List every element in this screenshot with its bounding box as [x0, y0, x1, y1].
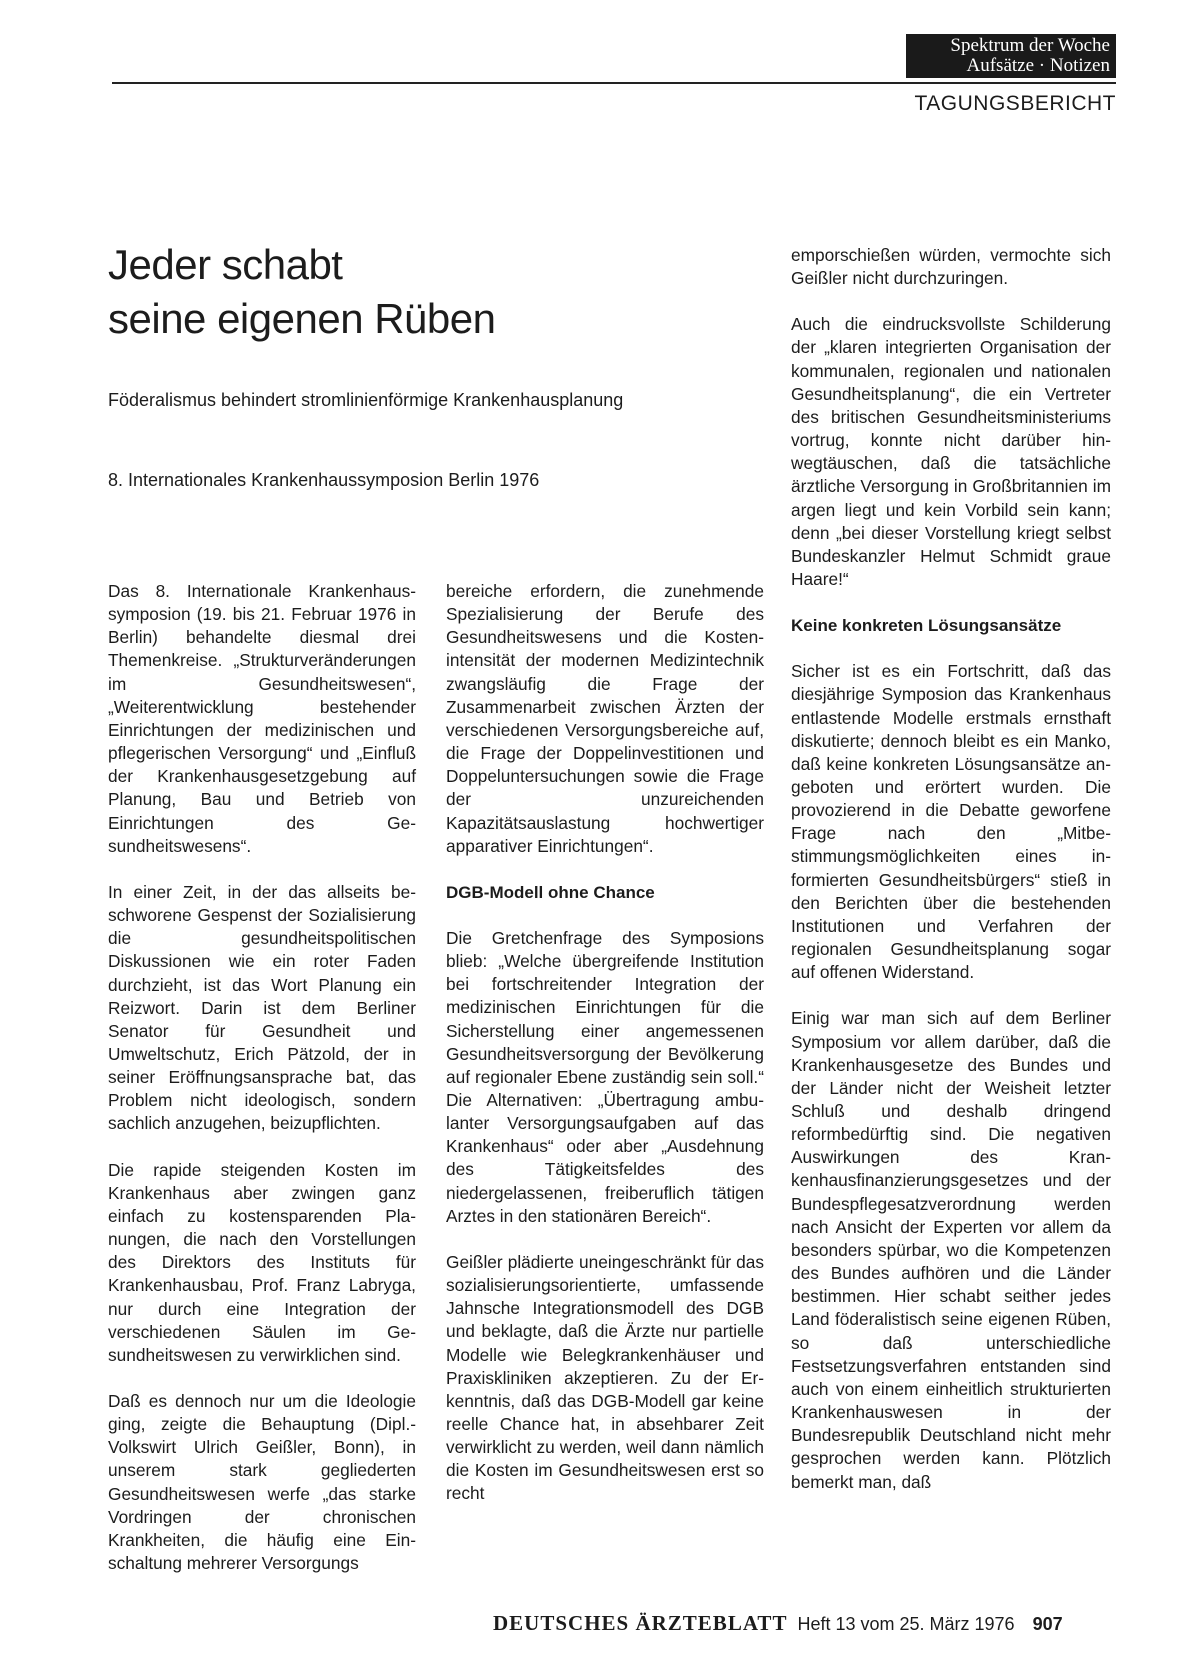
section-label-line2: Aufsätze · Notizen: [966, 55, 1110, 76]
section-label-line1: Spektrum der Woche: [950, 35, 1110, 56]
paragraph: bereiche erfordern, die zunehmende Spezialisierung der Berufe des Gesundheitswesens und die Kostenintensität der modernen Medizintechnik zwangsläufig die Frage der Zusammenarbeit zwischen Ärzten der verschiedenen Versorgungsbereiche auf, die Frage der Doppelinvestitionen und Doppeluntersuchungen sowie die Frage der unzureichenden Kapazitätsauslastung hochwertiger apparativer Einrichtungen“.: [446, 581, 764, 856]
section-heading: Keine konkreten Lösungsansätze: [791, 616, 1062, 636]
text-column-1: [108, 580, 416, 1598]
text-column-3: [791, 244, 1111, 1517]
paragraph: Daß es dennoch nur um die Ideologie ging, zeigte die Behauptung (Dipl.-Volkswirt Ulrich Geißler, Bonn), in unserem stark gegliederten Gesundheitswesen werfe „das starke Vordringen der chronischen Krankheiten, die häufig eine Einschaltung mehrerer Versorgungs: [108, 1391, 416, 1574]
section-label-box: [906, 34, 1116, 78]
category-label: TAGUNGSBERICHT: [914, 92, 1116, 115]
section-heading: DGB-Modell ohne Chance: [446, 882, 655, 902]
event-line: 8. Internationales Krankenhaussymposion Berlin 1976: [108, 470, 540, 490]
page-number: 907: [1032, 1614, 1063, 1634]
journal-name: DEUTSCHES ÄRZTEBLATT: [493, 1611, 788, 1635]
article-title: [108, 238, 496, 346]
text-column-2: [446, 580, 764, 1529]
page-footer: [493, 1611, 1063, 1636]
issue-info: Heft 13 vom 25. März 1976: [797, 1614, 1015, 1634]
paragraph: Auch die eindrucksvollste Schilderung der „klaren integrierten Organisation der kommunalen, regionalen und nationalen Gesundheitsplanung“, die ein Vertreter des britischen Gesundheitsministeriums vortrug, konnte nicht darüber hinwegtäuschen, daß die tatsächliche ärztliche Versorgung in Großbritannien im argen liegt und kein Vorbild sein kann; denn „bei dieser Vorstellung kriegt selbst Bundeskanzler Helmut Schmidt graue Haare!“: [791, 314, 1111, 590]
paragraph: Die rapide steigenden Kosten im Krankenhaus aber zwingen ganz einfach zu kostensparenden Planungen, die nach den Vorstellungen des Direktors des Instituts für Krankenhausbau, Prof. Franz Labryga, nur durch eine Integration der verschiedenen Säulen im Gesundheitswesen zu verwirklichen sind.: [108, 1159, 416, 1365]
paragraph: Das 8. Internationale Krankenhaussymposion (19. bis 21. Februar 1976 in Berlin) behandelte diesmal drei Themenkreise. „Strukturveränderungen im Gesundheitswesen“, „Weiterentwicklung bestehender Einrichtungen der medizinischen und pflegerischen Versorgung“ und „Einfluß der Krankenhausgesetzgebung auf Planung, Bau und Betrieb von Einrichtungen des Gesundheitswesens“.: [108, 581, 416, 856]
article-title-line1: Jeder schabt: [108, 241, 343, 288]
header-rule: [112, 82, 1116, 84]
paragraph: Die Gretchenfrage des Symposions blieb: „Welche übergreifende Institution bei fortschreitender Integration der medizinischen Einrichtungen für die Sicherstellung einer angemessenen Gesundheitsversorgung der Bevölkerung auf regionaler Ebene zuständig sein soll.“ Die Alternativen: „Übertragung ambulanter Versorgungsaufgaben auf das Krankenhaus“ oder aber „Ausdehnung des Tätigkeitsfeldes des niedergelassenen, freiberuflich tätigen Arztes in den stationären Bereich“.: [446, 927, 764, 1226]
paragraph: Geißler plädierte uneingeschränkt für das sozialisierungsorientierte, umfassende Jahnsche Integrationsmodell des DGB und beklagte, daß die Ärzte nur partielle Modelle wie Belegkrankenhäuser und Praxiskliniken akzeptieren. Zu der Erkenntnis, daß das DGB-Modell gar keine reelle Chance hat, in absehbarer Zeit verwirklicht zu werden, weil dann nämlich die Kosten im Gesundheitswesen erst so recht: [446, 1251, 764, 1504]
paragraph: In einer Zeit, in der das allseits beschworene Gespenst der Sozialisierung die gesundheitspolitischen Diskussionen wie ein roter Faden durchzieht, ist das Wort Planung ein Reizwort. Darin ist dem Berliner Senator für Gesundheit und Umweltschutz, Erich Pätzold, der in seiner Eröffnungsansprache bat, das Problem nicht ideologisch, sondern sachlich anzugehen, beizupflichten.: [108, 881, 416, 1134]
paragraph: emporschießen würden, vermochte sich Geißler nicht durchzuringen.: [791, 245, 1111, 289]
paragraph: Sicher ist es ein Fortschritt, daß das diesjährige Symposion das Krankenhaus entlastende Modelle erstmals ernsthaft diskutierte; dennoch bleibt es ein Manko, daß keine konkreten Lösungsansätze angeboten und erörtert wurden. Die provozierend in die Debatte geworfene Frage nach den „Mitbestimmungsmöglichkeiten eines informierten Gesundheitsbürgers“ stieß in den Berichten über die bestehenden Institutionen und Verfahren der regionalen Gesundheitsplanung sogar auf offenen Widerstand.: [791, 661, 1111, 983]
article-title-line2: seine eigenen Rüben: [108, 295, 496, 342]
paragraph: Einig war man sich auf dem Berliner Symposium vor allem darüber, daß die Krankenhausgesetze des Bundes und der Länder nicht der Weisheit letzter Schluß und deshalb dringend reformbedürftig sind. Die negativen Auswirkungen des Krankenhausfinanzierungsgesetzes und der Bundespflegesatzverordnung werden nach Ansicht der Experten vor allem da besonders spürbar, wo die Kompetenzen des Bundes aufhören und die Länder bestimmen. Hier schabt seither jedes Land föderalistisch seine eigenen Rüben, so daß unterschiedliche Festsetzungsverfahren entstanden sind auch von einem einheitlich strukturierten Krankenhauswesen in der Bundesrepublik Deutschland nicht mehr gesprochen werden kann. Plötzlich bemerkt man, daß: [791, 1008, 1111, 1492]
article-subtitle: Föderalismus behindert stromlinienförmige Krankenhausplanung: [108, 390, 624, 410]
